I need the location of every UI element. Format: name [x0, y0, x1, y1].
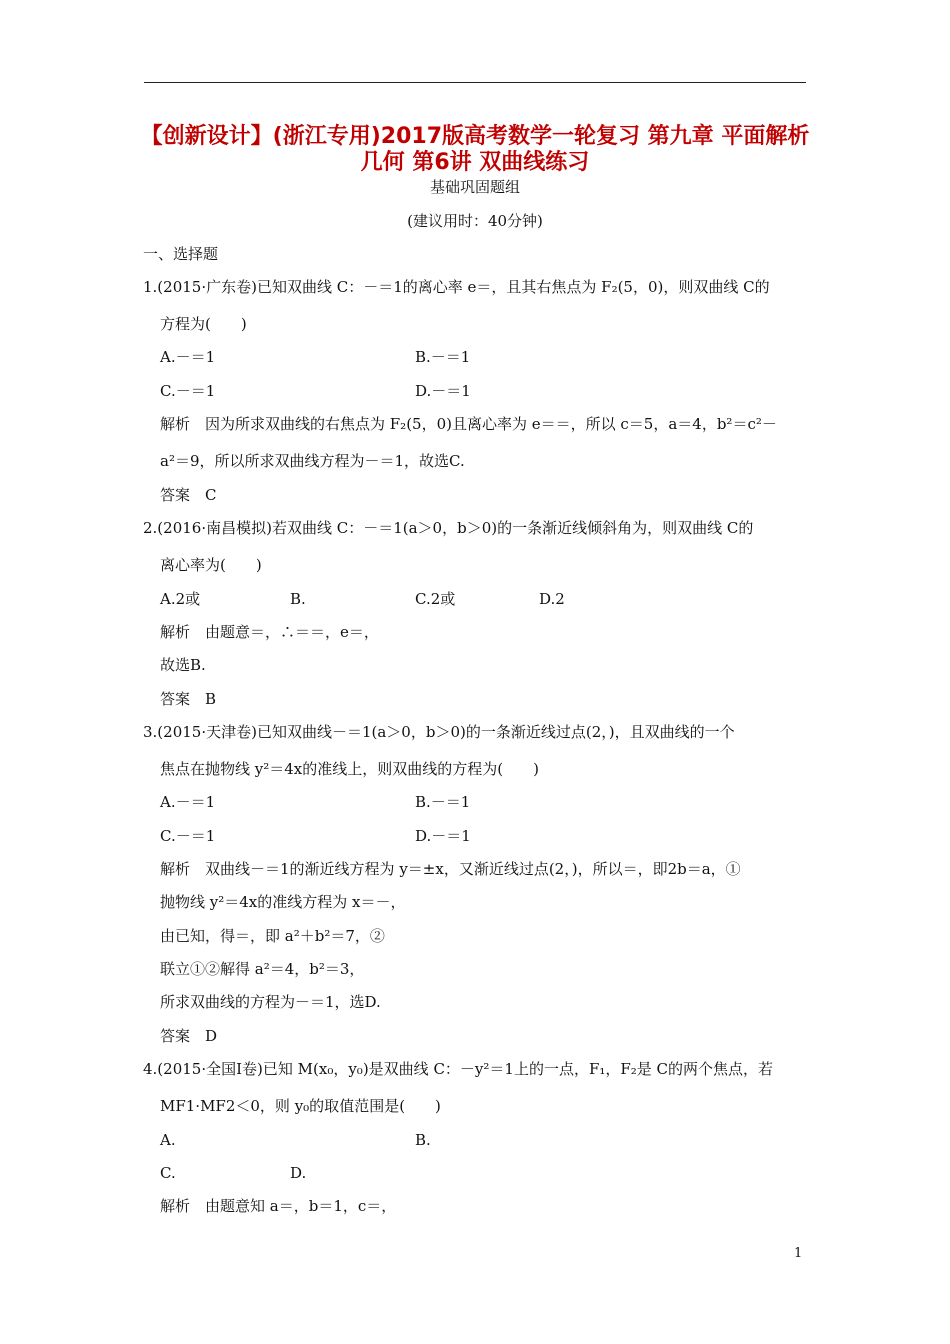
- q4-stem-line-2: MF1·MF2＜0，则 y₀的取值范围是( ): [160, 1097, 441, 1115]
- q2-analysis-line-2: 故选B.: [160, 656, 206, 674]
- q1-stem-line-1: 1.(2015·广东卷)已知双曲线 C：－＝1的离心率 e＝，且其右焦点为 F₂(5，0)，则双曲线 C的: [143, 278, 770, 296]
- q2-option-d: D.2: [539, 590, 565, 608]
- q1-option-d: D.－＝1: [415, 382, 471, 400]
- q4-option-b: B.: [415, 1131, 431, 1149]
- section-heading: 一、选择题: [143, 245, 219, 263]
- q2-option-c: C.2或: [415, 590, 456, 608]
- q2-stem-line-2: 离心率为( ): [160, 556, 262, 574]
- q3-stem-line-1: 3.(2015·天津卷)已知双曲线－＝1(a＞0，b＞0)的一条渐近线过点(2，)，且双曲线的一个: [143, 723, 735, 741]
- q1-analysis-line-1: 解析 因为所求双曲线的右焦点为 F₂(5，0)且离心率为 e＝＝，所以 c＝5，a＝4，b²＝c²－: [160, 415, 777, 433]
- q1-option-b: B.－＝1: [415, 348, 471, 366]
- q3-answer: 答案 D: [160, 1027, 218, 1045]
- q4-stem-line-1: 4.(2015·全国Ⅰ卷)已知 M(x₀，y₀)是双曲线 C：－y²＝1上的一点，F₁，F₂是 C的两个焦点，若: [143, 1060, 774, 1078]
- q2-stem-line-1: 2.(2016·南昌模拟)若双曲线 C：－＝1(a＞0，b＞0)的一条渐近线倾斜角为，则双曲线 C的: [143, 519, 754, 537]
- q4-option-d: D.: [290, 1164, 307, 1182]
- q3-option-c: C.－＝1: [160, 827, 216, 845]
- q4-option-c: C.: [160, 1164, 176, 1182]
- q2-answer: 答案 B: [160, 690, 217, 708]
- q1-analysis-line-2: a²＝9，所以所求双曲线方程为－＝1，故选C.: [160, 452, 465, 470]
- q3-option-a: A.－＝1: [160, 793, 216, 811]
- page-number: 1: [794, 1246, 803, 1261]
- q1-option-a: A.－＝1: [160, 348, 216, 366]
- q3-option-d: D.－＝1: [415, 827, 471, 845]
- q3-stem-line-2: 焦点在抛物线 y²＝4x的准线上，则双曲线的方程为( ): [160, 760, 539, 778]
- header-rule: [144, 82, 806, 83]
- q4-analysis-line-1: 解析 由题意知 a＝，b＝1，c＝，: [160, 1197, 397, 1215]
- q3-analysis-line-1: 解析 双曲线－＝1的渐近线方程为 y＝±x，又渐近线过点(2，)，所以＝，即2b＝a，①: [160, 860, 741, 878]
- q1-stem-line-2: 方程为( ): [160, 315, 247, 333]
- exercise-group-label: 基础巩固题组: [429, 178, 520, 196]
- q3-analysis-line-2: 抛物线 y²＝4x的准线方程为 x＝－，: [160, 893, 406, 911]
- q3-analysis-line-5: 所求双曲线的方程为－＝1，选D.: [160, 993, 381, 1011]
- q3-option-b: B.－＝1: [415, 793, 471, 811]
- q3-analysis-line-3: 由已知，得＝，即 a²＋b²＝7，②: [160, 927, 385, 945]
- q1-option-c: C.－＝1: [160, 382, 216, 400]
- suggested-time: (建议用时：40分钟): [407, 212, 543, 230]
- q2-analysis-line-1: 解析 由题意＝，∴＝＝，e＝，: [160, 623, 379, 641]
- q4-option-a: A.: [160, 1131, 176, 1149]
- q1-answer: 答案 C: [160, 486, 217, 504]
- q2-option-a: A.2或: [160, 590, 201, 608]
- document-title-line-2: 几何 第6讲 双曲线练习: [360, 150, 590, 175]
- document-title-line-1: 【创新设计】(浙江专用)2017版高考数学一轮复习 第九章 平面解析: [140, 124, 810, 149]
- q3-analysis-line-4: 联立①②解得 a²＝4，b²＝3，: [160, 960, 365, 978]
- q2-option-b: B.: [290, 590, 306, 608]
